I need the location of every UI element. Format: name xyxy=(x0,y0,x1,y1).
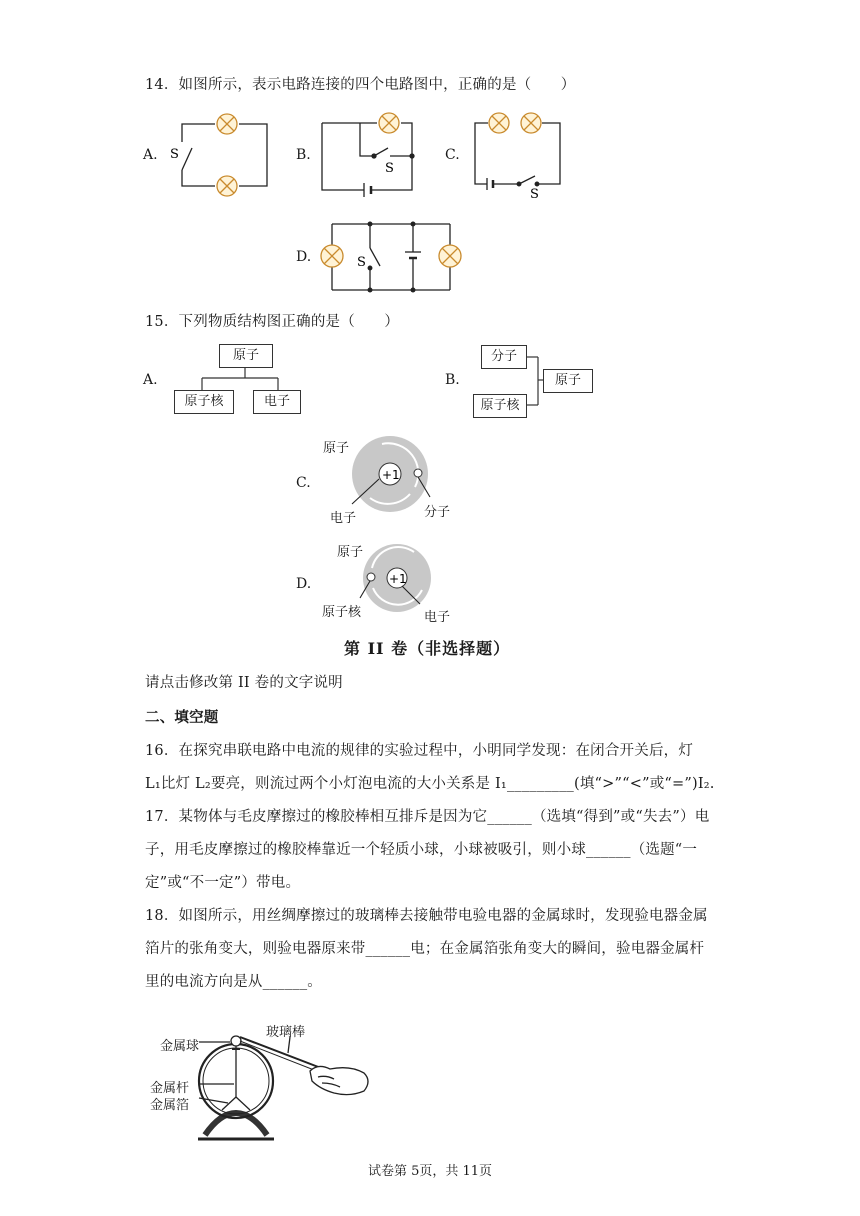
page-footer: 试卷第 5页，共 11页 xyxy=(367,1164,493,1179)
q15-b-molecule-box: 分子 xyxy=(481,345,527,369)
q15-d-nucleus-label: 原子核 xyxy=(322,605,362,620)
q15-c-atom-label: 原子 xyxy=(323,441,350,456)
section-title: 第 II 卷（非选择题） xyxy=(344,639,511,658)
q18-line2: 箔片的张角变大，则验电器原来带______电；在金属箔张角变大的瞬间，验电器金属杆 xyxy=(145,941,705,957)
svg-text:+1: +1 xyxy=(382,468,400,482)
section-edit-note[interactable]: 请点击修改第 II 卷的文字说明 xyxy=(145,675,343,691)
q16-line1: 16．在探究串联电路中电流的规律的实验过程中，小明同学发现：在闭合开关后，灯 xyxy=(145,743,694,759)
label-glass-rod: 玻璃棒 xyxy=(266,1025,306,1040)
q15-c-electron-label: 电子 xyxy=(330,511,357,526)
q15-option-a-label: A. xyxy=(143,372,158,388)
label-metal-rod: 金属杆 xyxy=(150,1081,190,1096)
q15-option-d-label: D. xyxy=(296,576,312,592)
switch-label: S xyxy=(170,147,179,162)
q15-a-electron-box: 电子 xyxy=(253,390,301,414)
q15-b-nucleus-box: 原子核 xyxy=(473,394,527,418)
q15-stem: 15．下列物质结构图正确的是（ ） xyxy=(145,314,400,330)
q15-d-electron-label: 电子 xyxy=(424,610,451,625)
svg-text:+1: +1 xyxy=(389,572,407,586)
q15-b-atom-box: 原子 xyxy=(543,369,593,393)
q15-c-molecule-label: 分子 xyxy=(424,505,451,520)
q14-option-d-label: D. xyxy=(296,249,312,265)
q16-line2: L₁比灯 L₂要亮，则流过两个小灯泡电流的大小关系是 I₁_________(填“>”“<”或“=”)I₂. xyxy=(145,776,715,792)
q17-line3: 定”或“不一定”）带电。 xyxy=(145,875,301,891)
q18-line1: 18．如图所示，用丝绸摩擦过的玻璃棒去接触带电验电器的金属球时，发现验电器金属 xyxy=(145,908,708,924)
q14-stem: 14．如图所示，表示电路连接的四个电路图中，正确的是（ ） xyxy=(145,77,576,93)
q14-option-b-label: B. xyxy=(296,147,311,163)
q18-line3: 里的电流方向是从______。 xyxy=(145,974,322,990)
q14-option-c-label: C. xyxy=(445,147,460,163)
svg-text:S: S xyxy=(357,255,366,270)
q14-circuit-d xyxy=(320,218,465,298)
q17-line2: 子，用毛皮摩擦过的橡胶棒靠近一个轻质小球，小球被吸引，则小球______（选题“一 xyxy=(145,842,698,858)
label-metal-foil: 金属箔 xyxy=(150,1098,190,1113)
label-metal-ball: 金属球 xyxy=(160,1039,200,1054)
q15-a-atom-box: 原子 xyxy=(219,344,273,368)
q15-option-b-label: B. xyxy=(445,372,460,388)
svg-text:S: S xyxy=(385,161,394,176)
q15-option-c-label: C. xyxy=(296,475,311,491)
q14-circuit-b xyxy=(322,110,432,195)
q15-a-nucleus-box: 原子核 xyxy=(174,390,234,414)
section-heading: 二、填空题 xyxy=(145,709,219,726)
q14-option-a-label: A. xyxy=(143,147,158,163)
q17-line1: 17．某物体与毛皮摩擦过的橡胶棒相互排斥是因为它______（选填“得到”或“失去”）电 xyxy=(145,809,710,825)
q14-circuit-a xyxy=(170,110,280,200)
svg-text:S: S xyxy=(530,187,539,202)
q15-d-atom-label: 原子 xyxy=(337,545,364,560)
q14-circuit-c xyxy=(475,110,570,200)
